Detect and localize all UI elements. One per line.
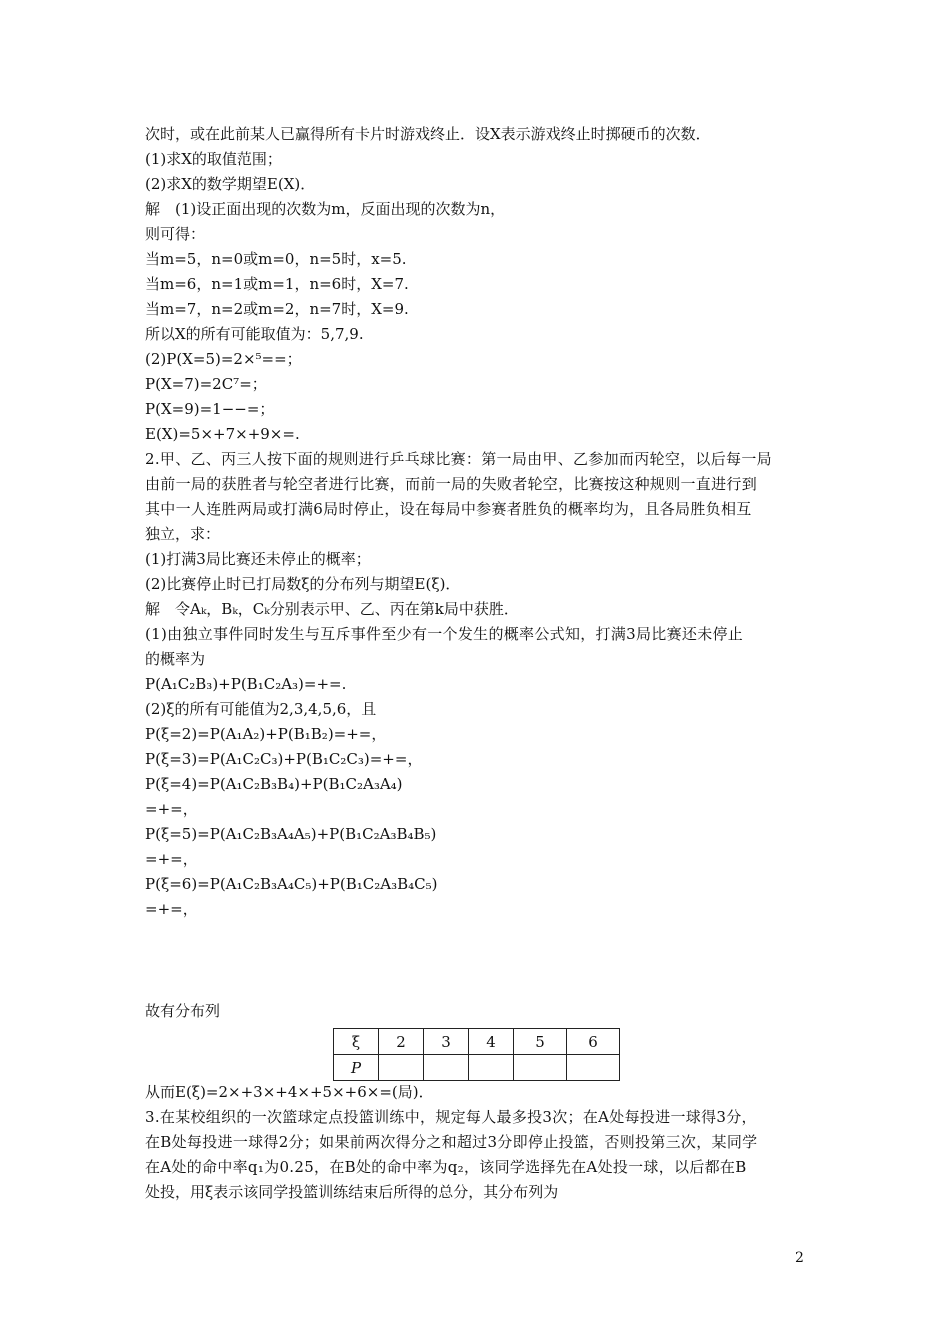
table-cell bbox=[379, 1055, 424, 1081]
text-line: P(X=9)=1−−=； bbox=[145, 400, 275, 418]
text-line: 在A处的命中率q₁为0.25，在B处的命中率为q₂，该同学选择先在A处投一球，以后都在B bbox=[145, 1158, 747, 1176]
text-line: 其中一人连胜两局或打满6局时停止，设在每局中参赛者胜负的概率均为，且各局胜负相互 bbox=[145, 500, 752, 518]
text-line: 当m=7，n=2或m=2，n=7时，X=9. bbox=[145, 300, 409, 318]
table-row bbox=[334, 1029, 620, 1055]
text-line: 由前一局的获胜者与轮空者进行比赛，而前一局的失败者轮空，比赛按这种规则一直进行到 bbox=[145, 475, 758, 493]
text-line: (1)求X的取值范围； bbox=[145, 150, 282, 168]
text-line: 的概率为 bbox=[145, 650, 206, 668]
table-cell: 3 bbox=[424, 1029, 469, 1055]
text-line: E(X)=5×+7×+9×=. bbox=[145, 425, 300, 443]
text-line: (1)由独立事件同时发生与互斥事件至少有一个发生的概率公式知，打满3局比赛还未停止 bbox=[145, 625, 744, 643]
table-cell bbox=[567, 1055, 620, 1081]
text-line: 当m=5，n=0或m=0，n=5时，x=5. bbox=[145, 250, 407, 268]
text-line: 独立，求： bbox=[145, 525, 221, 543]
text-line: P(ξ=2)=P(A₁A₂)+P(B₁B₂)=+=， bbox=[145, 725, 387, 743]
text-line: 次时，或在此前某人已赢得所有卡片时游戏终止．设X表示游戏终止时掷硬币的次数． bbox=[145, 125, 711, 143]
text-line: (1)打满3局比赛还未停止的概率； bbox=[145, 550, 371, 568]
text-line: 2.甲、乙、丙三人按下面的规则进行乒乓球比赛：第一局由甲、乙参加而丙轮空，以后每一局 bbox=[145, 450, 772, 468]
distribution-table bbox=[333, 1028, 620, 1081]
text-line: 所以X的所有可能取值为：5,7,9. bbox=[145, 325, 364, 343]
text-line: =+=， bbox=[145, 850, 198, 868]
text-line: 当m=6，n=1或m=1，n=6时，X=7. bbox=[145, 275, 409, 293]
text-line: P(ξ=4)=P(A₁C₂B₃B₄)+P(B₁C₂A₃A₄) bbox=[145, 775, 403, 793]
text-line: (2)比赛停止时已打局数ξ的分布列与期望E(ξ)． bbox=[145, 575, 461, 593]
table-cell: 2 bbox=[379, 1029, 424, 1055]
page-number: 2 bbox=[795, 1250, 804, 1266]
text-line: 解 (1)设正面出现的次数为m，反面出现的次数为n， bbox=[145, 200, 506, 218]
text-line: P(ξ=3)=P(A₁C₂C₃)+P(B₁C₂C₃)=+=， bbox=[145, 750, 423, 768]
table-cell: ξ bbox=[334, 1029, 379, 1055]
text-line: 则可得： bbox=[145, 225, 206, 243]
text-line: (2)ξ的所有可能值为2,3,4,5,6，且 bbox=[145, 700, 377, 718]
text-line: P(A₁C₂B₃)+P(B₁C₂A₃)=+=. bbox=[145, 675, 347, 693]
text-line: =+=， bbox=[145, 900, 198, 918]
table-cell bbox=[424, 1055, 469, 1081]
text-line: 处投，用ξ表示该同学投篮训练结束后所得的总分，其分布列为 bbox=[145, 1183, 559, 1201]
table-cell bbox=[514, 1055, 567, 1081]
table-cell: 4 bbox=[469, 1029, 514, 1055]
text-line: =+=， bbox=[145, 800, 198, 818]
text-line: (2)求X的数学期望E(X)． bbox=[145, 175, 316, 193]
text-line: 解 令Aₖ，Bₖ，Cₖ分别表示甲、乙、丙在第k局中获胜． bbox=[145, 600, 519, 618]
text-line: 在B处每投进一球得2分；如果前两次得分之和超过3分即停止投篮，否则投第三次，某同学 bbox=[145, 1133, 758, 1151]
text-line: P(X=7)=2C⁷=； bbox=[145, 375, 267, 393]
text-line: (2)P(X=5)=2×⁵==； bbox=[145, 350, 302, 368]
text-line: P(ξ=5)=P(A₁C₂B₃A₄A₅)+P(B₁C₂A₃B₄B₅) bbox=[145, 825, 437, 843]
text-line: 3.在某校组织的一次篮球定点投篮训练中，规定每人最多投3次；在A处每投进一球得3分， bbox=[145, 1108, 757, 1126]
text-line: 从而E(ξ)=2×+3×+4×+5×+6×=(局)． bbox=[145, 1083, 434, 1101]
table-cell: 6 bbox=[567, 1029, 620, 1055]
table-row bbox=[334, 1055, 620, 1081]
table-cell: 5 bbox=[514, 1029, 567, 1055]
table-cell bbox=[469, 1055, 514, 1081]
distribution-caption: 故有分布列 bbox=[145, 1002, 221, 1020]
text-line: P(ξ=6)=P(A₁C₂B₃A₄C₅)+P(B₁C₂A₃B₄C₅) bbox=[145, 875, 438, 893]
table-cell: P bbox=[334, 1055, 379, 1081]
